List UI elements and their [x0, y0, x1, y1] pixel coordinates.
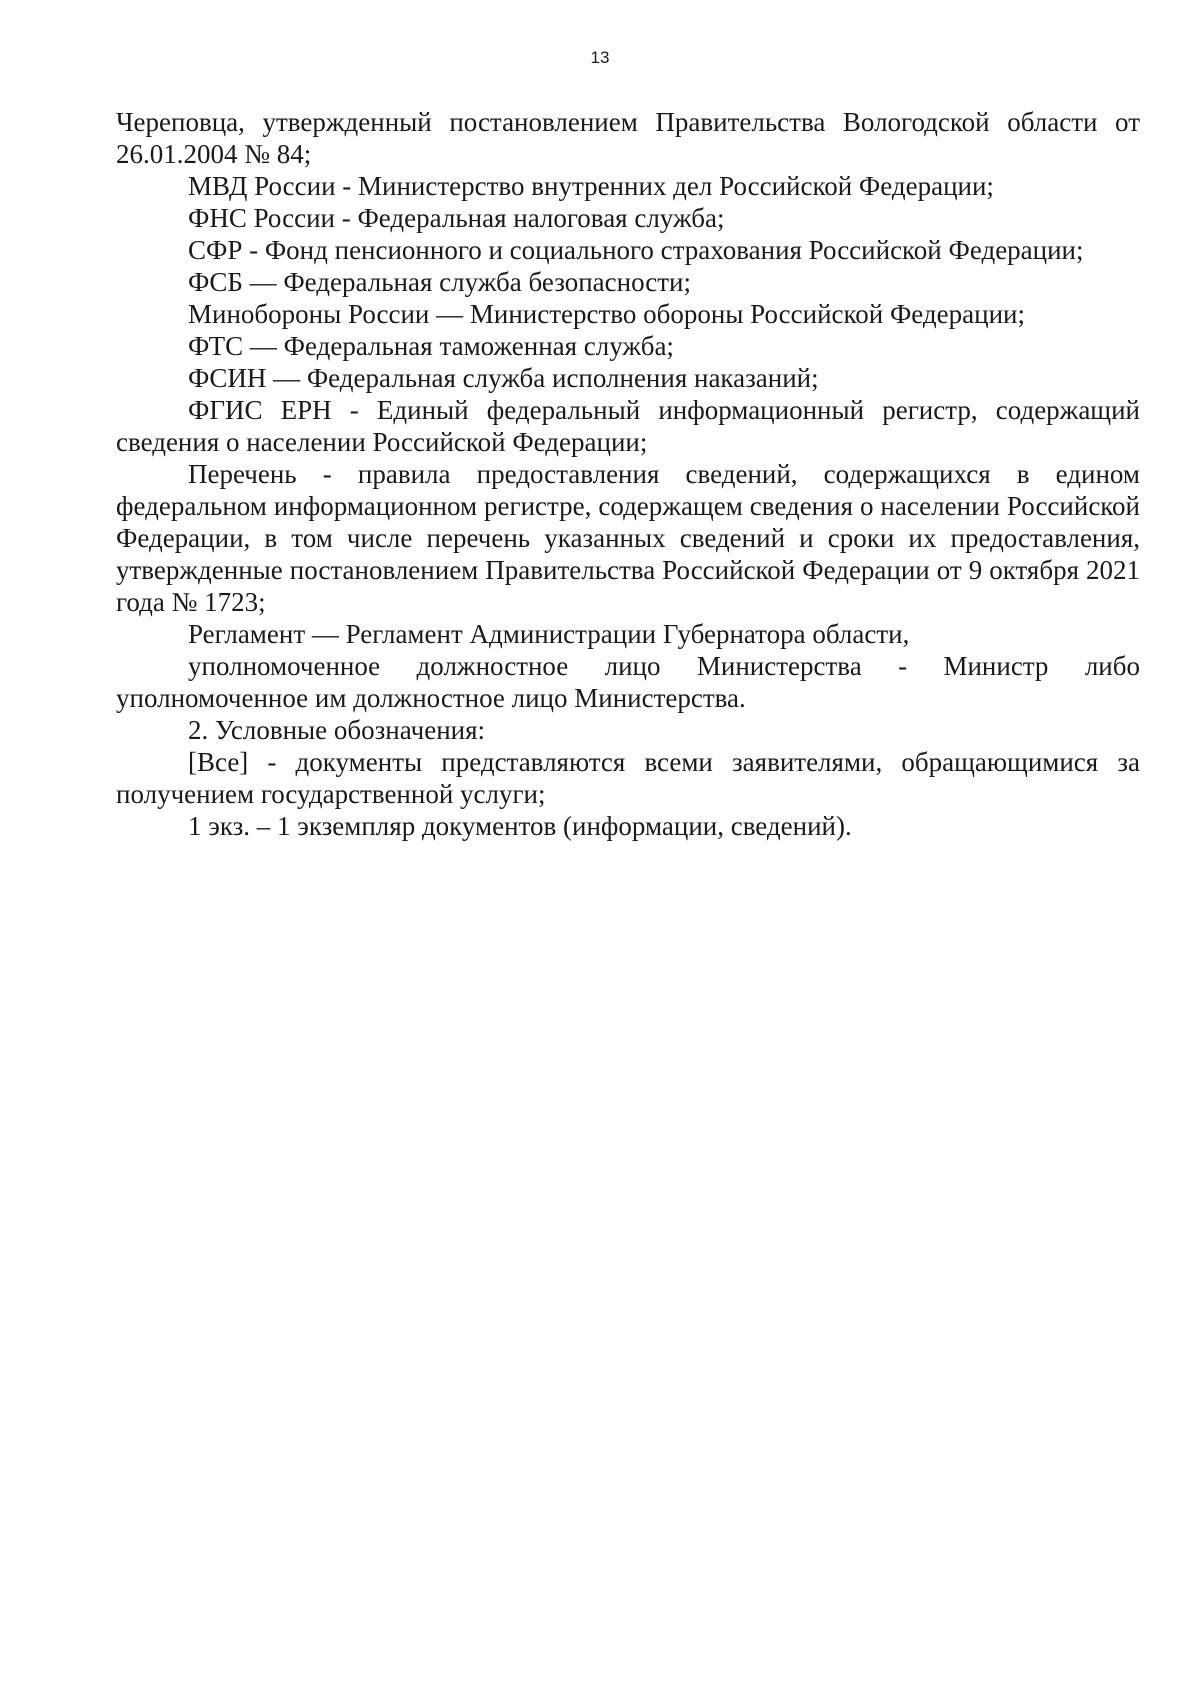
paragraph-one-copy: 1 экз. – 1 экземпляр документов (информации, сведений). — [188, 811, 852, 841]
document-body — [116, 106, 1140, 842]
paragraph-cherepovets-regulation: Череповца, утвержденный постановлением Правительства Вологодской области от 26.01.2004 № 84; — [116, 107, 1140, 169]
paragraph-fsb: ФСБ — Федеральная служба безопасности; — [188, 267, 691, 297]
paragraph-fsin: ФСИН — Федеральная служба исполнения наказаний; — [188, 363, 819, 393]
paragraph-sfr: СФР - Фонд пенсионного и социального страхования Российской Федерации; — [188, 235, 1084, 265]
paragraph-fns: ФНС России - Федеральная налоговая служба; — [188, 203, 725, 233]
paragraph-conventions-heading: 2. Условные обозначения: — [188, 715, 486, 745]
paragraph-fts: ФТС — Федеральная таможенная служба; — [188, 331, 674, 361]
paragraph-minoborony: Минобороны России — Министерство обороны Российской Федерации; — [188, 299, 1025, 329]
paragraph-all-applicants: [Все] - документы представляются всеми заявителями, обращающимися за получением государственной услуги; — [116, 747, 1140, 809]
paragraph-reglament: Регламент — Регламент Администрации Губернатора области, — [188, 619, 910, 649]
page-number: 13 — [590, 48, 610, 67]
paragraph-fgis-ern: ФГИС ЕРН - Единый федеральный информационный регистр, содержащий сведения о населении Российской Федерации; — [116, 395, 1140, 457]
paragraph-perechen: Перечень - правила предоставления сведений, содержащихся в едином федеральном информационном регистре, содержащем сведения о населении Российской Федерации, в том числе перечень указанных сведений и сроки их предоставления, утвержденные постановлением Правительства Российской Федерации от 9 октября 2021 года № 1723; — [116, 459, 1140, 617]
paragraph-authorized-official: уполномоченное должностное лицо Министерства - Министр либо уполномоченное им должностное лицо Министерства. — [116, 651, 1140, 713]
paragraph-mvd: МВД России - Министерство внутренних дел Российской Федерации; — [188, 171, 994, 201]
